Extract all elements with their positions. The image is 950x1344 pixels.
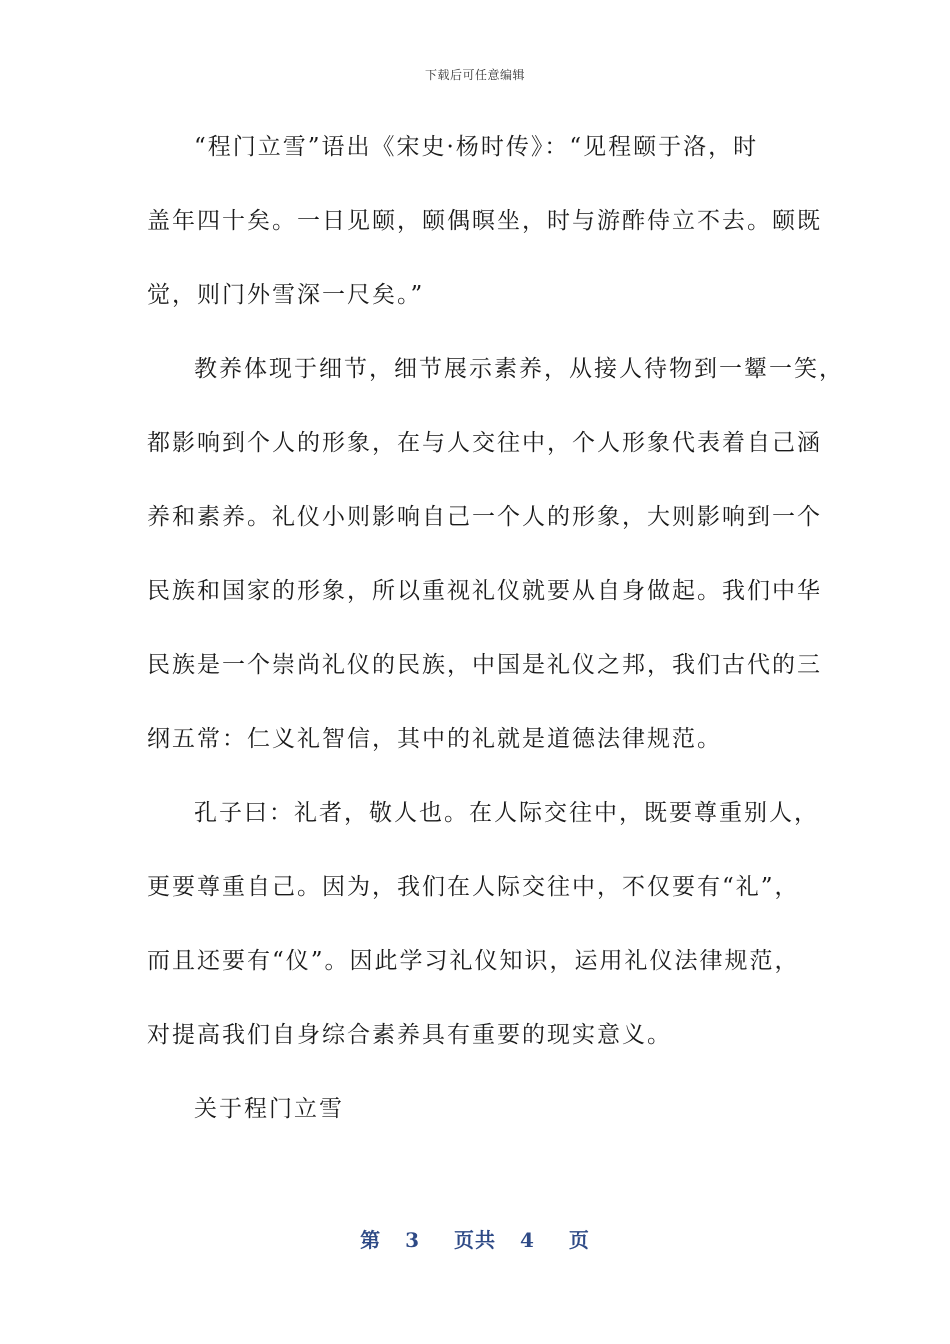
paragraph-line: 民族和国家的形象，所以重视礼仪就要从自身做起。我们中华	[147, 578, 822, 604]
paragraph-line: 对提高我们自身综合素养具有重要的现实意义。	[147, 1022, 672, 1048]
paragraph-line: 觉，则门外雪深一尺矣。”	[147, 282, 425, 308]
paragraph-line: “程门立雪”语出《宋史·杨时传》：“见程颐于洛，时	[194, 134, 759, 160]
header-note: 下载后可任意编辑	[424, 68, 525, 82]
footer-suffix: 页	[568, 1228, 590, 1252]
document-body	[147, 110, 844, 1146]
page-footer	[0, 1224, 950, 1253]
paragraph-line: 盖年四十矣。一日见颐，颐偶暝坐，时与游酢侍立不去。颐既	[147, 208, 822, 234]
footer-prefix: 第	[360, 1228, 382, 1252]
paragraph-line: 孔子曰：礼者，敬人也。在人际交往中，既要尊重别人，	[194, 800, 819, 826]
section-heading: 关于程门立雪	[194, 1096, 344, 1122]
paragraph-line: 教养体现于细节，细节展示素养，从接人待物到一颦一笑，	[194, 356, 844, 382]
footer-middle: 页共	[454, 1228, 496, 1252]
paragraph-line: 民族是一个崇尚礼仪的民族，中国是礼仪之邦，我们古代的三	[147, 652, 822, 678]
total-pages-number: 4	[520, 1228, 535, 1252]
paragraph-line: 而且还要有“仪”。因此学习礼仪知识，运用礼仪法律规范，	[147, 948, 800, 974]
paragraph-line: 都影响到个人的形象，在与人交往中，个人形象代表着自己涵	[147, 430, 822, 456]
paragraph-line: 纲五常：仁义礼智信，其中的礼就是道德法律规范。	[147, 726, 722, 752]
current-page-number: 3	[405, 1228, 420, 1252]
paragraph-line: 养和素养。礼仪小则影响自己一个人的形象，大则影响到一个	[147, 504, 822, 530]
paragraph-line: 更要尊重自己。因为，我们在人际交往中，不仅要有“礼”，	[147, 874, 800, 900]
